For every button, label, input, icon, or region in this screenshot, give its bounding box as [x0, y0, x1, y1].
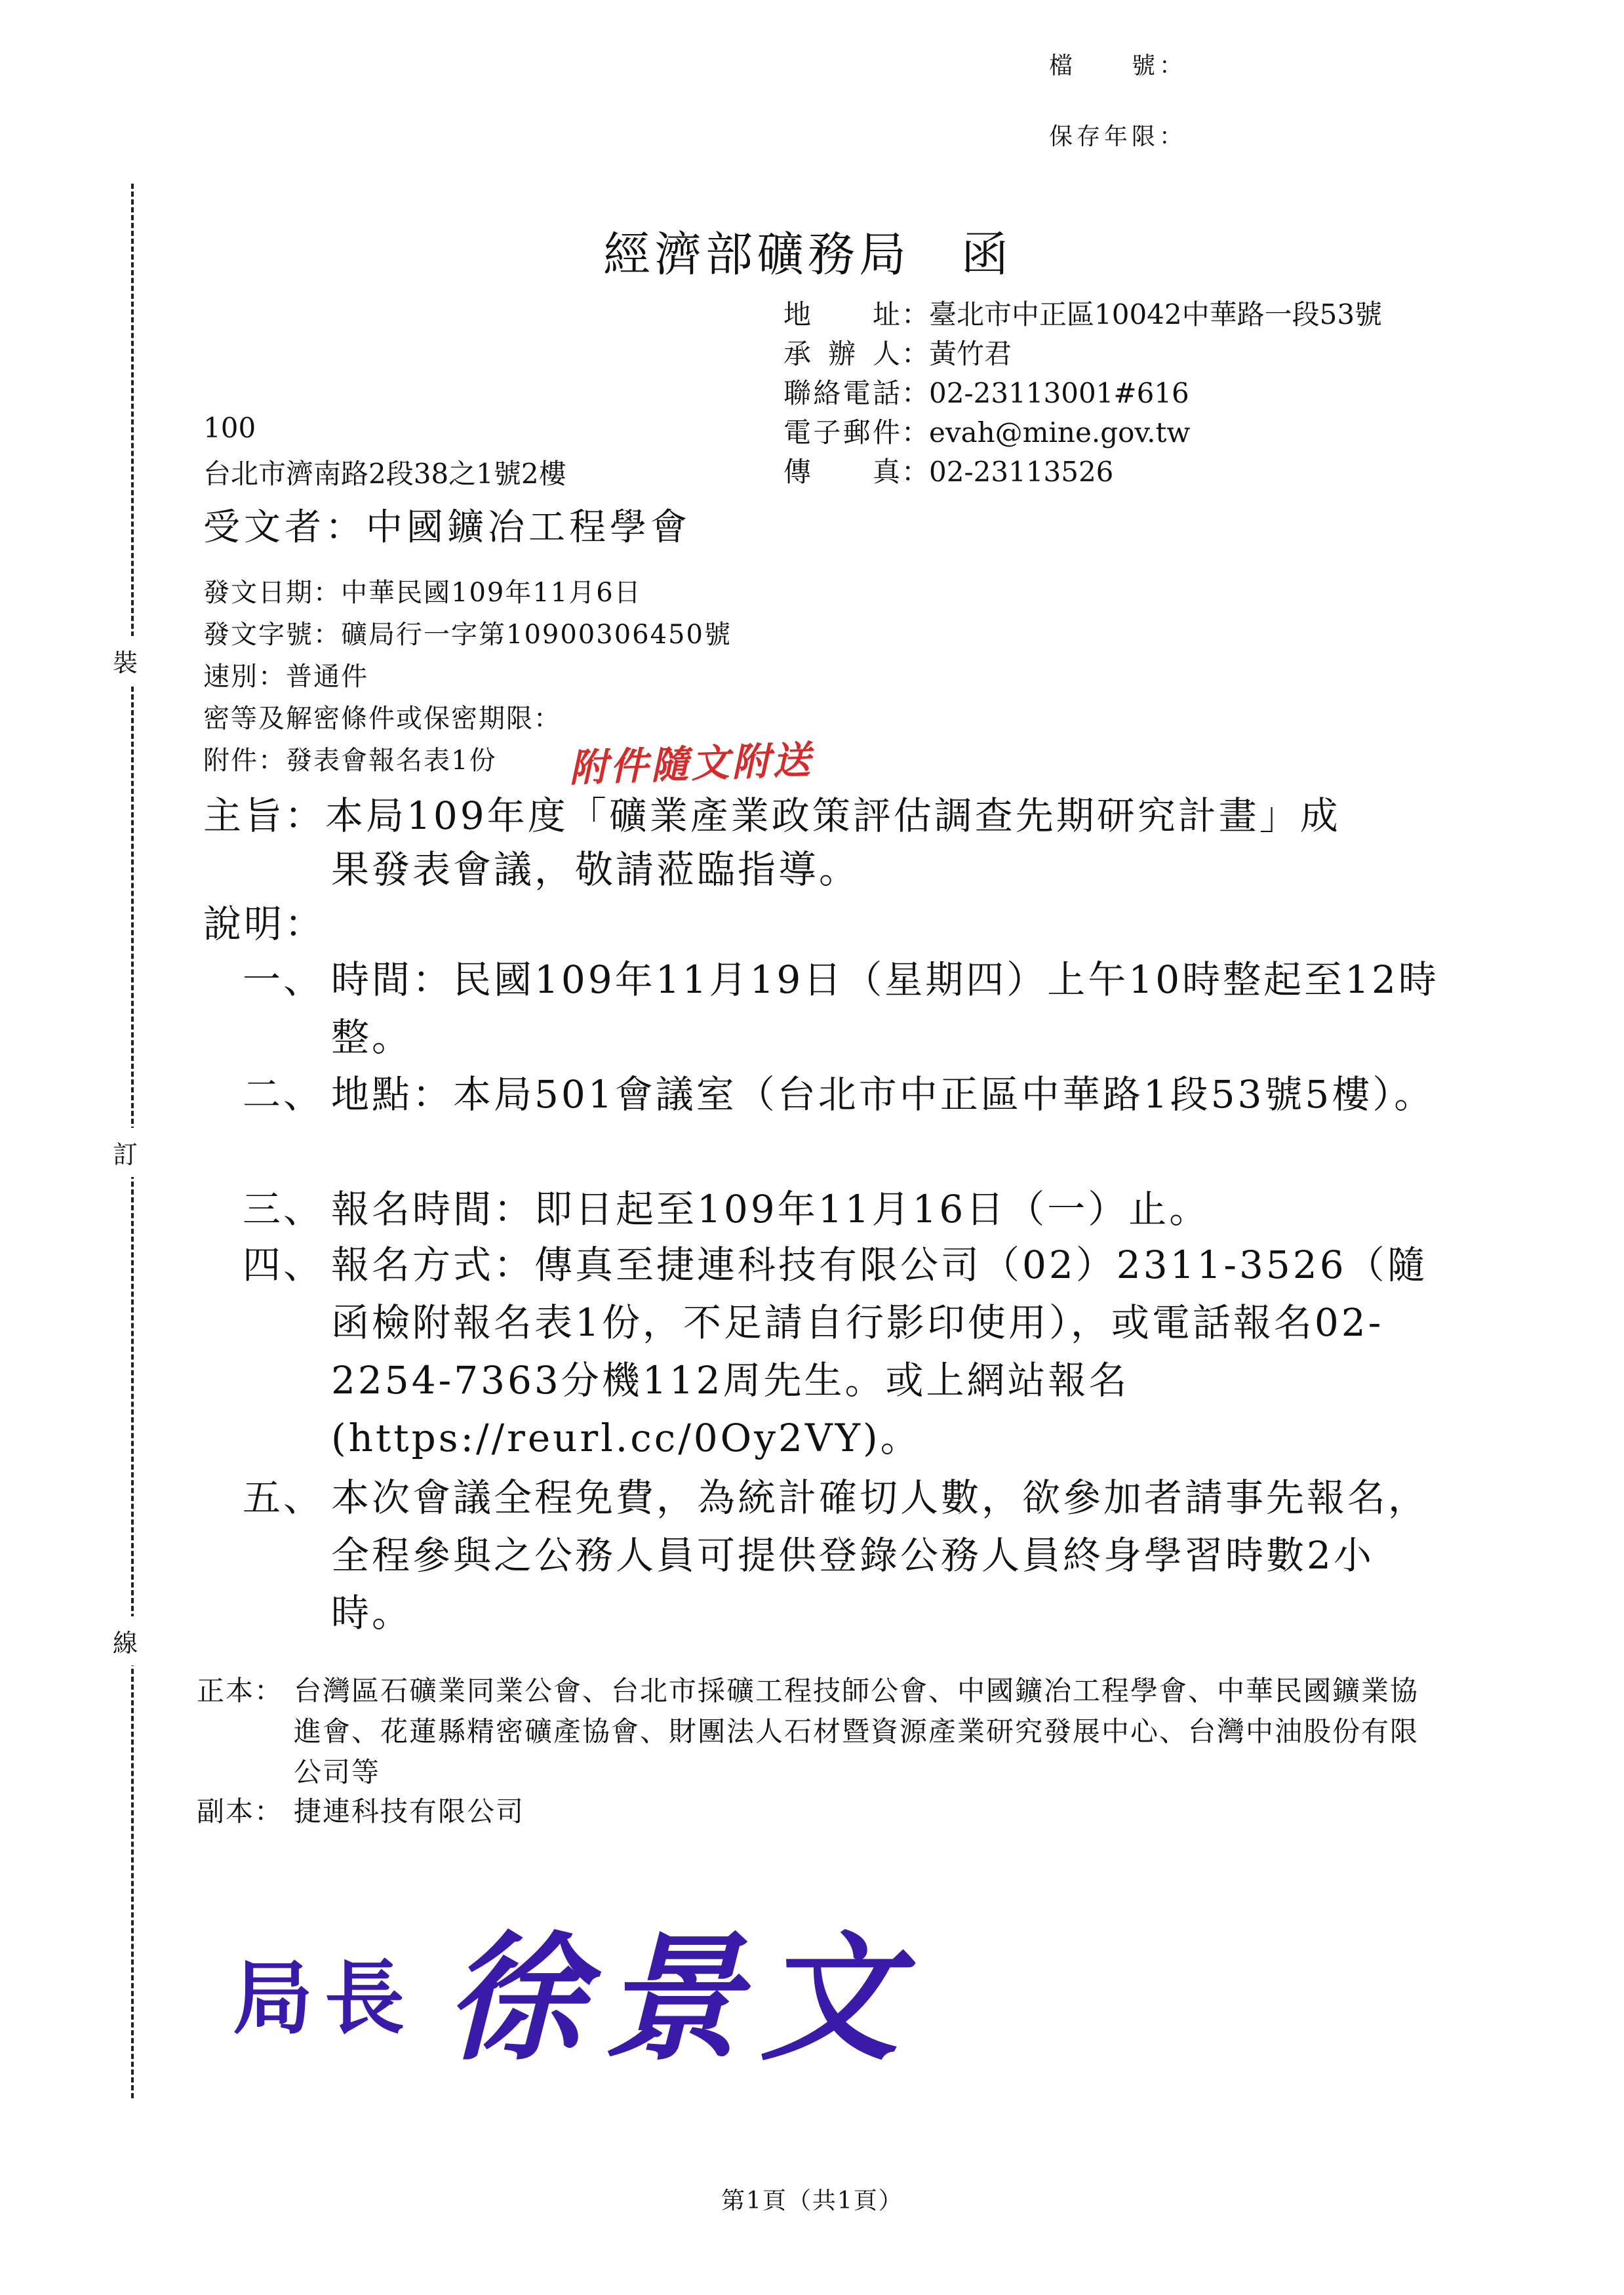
sender-phone-value: ：02-23113001#616 — [901, 377, 1189, 409]
retention-period-label: 保存年限： — [1049, 123, 1187, 150]
sender-officer-row — [783, 334, 1382, 374]
item-text: 地點：本局501會議室（台北市中正區中華路1段53號5樓）。 — [331, 1072, 1435, 1117]
subject-line-2: 果發表會議，敬請蒞臨指導。 — [331, 847, 860, 892]
recipient: 受文者：中國鑛冶工程學會 — [203, 506, 691, 549]
sender-phone-row — [783, 374, 1382, 413]
sender-address-label: 地 址 — [783, 298, 901, 330]
sender-officer-value: ：黃竹君 — [901, 338, 1012, 370]
subject-line-1: 主旨：本局109年度「礦業產業政策評估調查先期研究計畫」成 — [203, 793, 1341, 838]
binding-mark-xian: 線 — [113, 1616, 138, 1666]
explanation-label: 說明： — [203, 902, 326, 946]
sender-info — [783, 295, 1382, 492]
issue-date: 發文日期：中華民國109年11月6日 — [203, 578, 642, 608]
item-number: 一、 — [243, 957, 325, 1002]
sender-fax-value: ：02-23113526 — [901, 456, 1114, 488]
item-number: 五、 — [243, 1475, 325, 1520]
copy-label: 副本： — [197, 1795, 284, 1827]
sender-email-row — [783, 413, 1382, 452]
signature-name: 徐景文 — [446, 1917, 919, 2079]
delivery-speed: 速別：普通件 — [203, 662, 368, 692]
file-number-label: 檔 號： — [1049, 52, 1187, 79]
binding-mark-ding: 訂 — [113, 1128, 138, 1177]
signature-title: 局長 — [233, 1951, 416, 2045]
sender-email-label: 電子郵件 — [783, 416, 901, 449]
secrecy-level: 密等及解密條件或保密期限： — [203, 704, 561, 734]
item-number: 三、 — [243, 1187, 325, 1231]
binding-mark-zhuang: 裝 — [113, 636, 138, 685]
sender-email-value: ：evah@mine.gov.tw — [901, 416, 1191, 449]
recipient-postal-code: 100 — [203, 412, 256, 444]
item-text: 本次會議全程免費，為統計確切人數，欲參加者請事先報名，全程參與之公務人員可提供登錄公務人員終身學習時數2小時。 — [331, 1475, 1429, 1635]
original-list: 台灣區石礦業同業公會、台北市採礦工程技師公會、中國鑛冶工程學會、中華民國鑛業協進會、花蓮縣精密礦產協會、財團法人石材暨資源產業研究發展中心、台灣中油股份有限公司等 — [294, 1675, 1419, 1788]
attachment: 附件：發表會報名表1份 — [203, 746, 497, 776]
document-title: 經濟部礦務局 函 — [603, 227, 1013, 282]
original-label: 正本： — [197, 1675, 284, 1707]
item-text: 報名時間：即日起至109年11月16日（一）止。 — [331, 1187, 1210, 1231]
copy-list: 捷連科技有限公司 — [294, 1795, 525, 1827]
item-text: 時間：民國109年11月19日（星期四）上午10時整起至12時整。 — [331, 957, 1439, 1060]
sender-fax-label: 傳 真 — [783, 456, 901, 488]
attachment-stamp: 附件隨文附送 — [568, 737, 814, 791]
item-text: 報名方式：傳真至捷連科技有限公司（02）2311-3526（隨函檢附報名表1份，不足請自行影印使用），或電話報名02-2254-7363分機112周先生。或上網站報名(https://reurl.cc/0Oy2VY)。 — [331, 1243, 1428, 1460]
page-number: 第1頁（共1頁） — [721, 2187, 903, 2214]
item-number: 四、 — [243, 1243, 325, 1287]
document-number: 發文字號：礦局行一字第10900306450號 — [203, 620, 732, 650]
item-number: 二、 — [243, 1072, 325, 1117]
sender-officer-label: 承 辦 人 — [783, 338, 901, 370]
recipient-address: 台北市濟南路2段38之1號2樓 — [203, 458, 566, 490]
sender-phone-label: 聯絡電話 — [783, 377, 901, 409]
sender-address-value: ：臺北市中正區10042中華路一段53號 — [901, 298, 1383, 330]
sender-fax-row — [783, 452, 1382, 492]
sender-address-row — [783, 295, 1382, 334]
